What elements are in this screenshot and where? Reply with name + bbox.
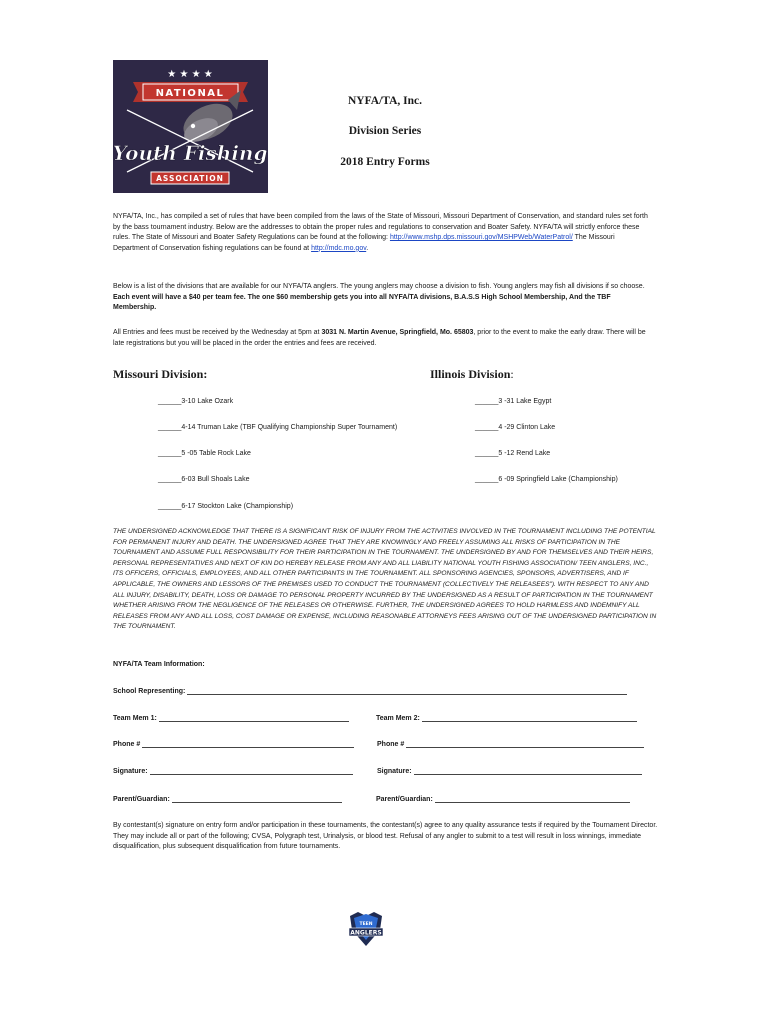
phone-2-input-line[interactable]	[406, 740, 644, 748]
mailing-address: 3031 N. Martin Avenue, Springfield, Mo. 65803	[321, 329, 474, 336]
missouri-event[interactable]: ______6-17 Stockton Lake (Championship)	[158, 503, 294, 510]
org-title: NYFA/TA, Inc.	[347, 95, 422, 107]
phone-1-input-line[interactable]	[142, 740, 354, 748]
illinois-heading-text: Illinois Division	[430, 367, 511, 381]
signature-2-input-line[interactable]	[414, 767, 642, 775]
illinois-event[interactable]: ______6 -09 Springfield Lake (Championship)	[475, 476, 618, 483]
illinois-event[interactable]: ______3 -31 Lake Egypt	[475, 398, 552, 405]
series-title: Division Series	[348, 125, 422, 137]
parent-1-field[interactable]	[113, 795, 342, 803]
entries-text: All Entries and fees must be received by the Wednesday at 5pm at	[113, 329, 322, 336]
year-title: 2018 Entry Forms	[340, 156, 430, 168]
team-mem-1-field[interactable]	[113, 714, 349, 722]
intro-text: NYFA/TA, Inc., has compiled a set of rules that have been compiled from the laws of the State of Missouri, Missouri Department of Conservation, and standard rules set forth by the bass tournament industry. Below are the addresses to obtain the proper rules and regulations to conservation and Boater Safety. NYFA/TA will strictly enforce these rules. The State of Missouri and Boater Safety Regulations can be found at the following:	[113, 213, 648, 242]
phone-2-label: Phone #	[377, 741, 405, 748]
missouri-event[interactable]: ______5 -05 Table Rock Lake	[158, 450, 251, 457]
missouri-event[interactable]: ______4-14 Truman Lake (TBF Qualifying Championship Super Tournament)	[158, 424, 398, 431]
illinois-heading-colon: :	[510, 367, 514, 381]
quality-assurance-paragraph: By contestant(s) signature on entry form and/or participation in these tournaments, the contestant(s) agree to any quality assurance tests if required by the Tournament Director. They may include all or part of the following; CVSA, Polygraph test, Urinalysis, or blood test. Refusal of any angler to submit to a test will result in loss winnings, immediate disqualification, plus subsequent disqualification from future tournaments.	[113, 822, 658, 851]
parent-2-input-line[interactable]	[435, 795, 630, 803]
team-mem-1-label: Team Mem 1:	[113, 715, 157, 722]
entries-paragraph	[113, 328, 653, 349]
divisions-paragraph	[113, 282, 653, 314]
parent-1-label: Parent/Guardian:	[113, 796, 170, 803]
teen-anglers-logo	[344, 910, 388, 950]
signature-2-field[interactable]	[377, 767, 642, 775]
illinois-division-heading	[430, 367, 514, 382]
school-representing-field[interactable]	[113, 687, 627, 695]
illinois-event[interactable]: ______4 -29 Clinton Lake	[475, 424, 556, 431]
entries-text-2: , prior to the event to make the early draw. There will be late registrations but you will be placed in the order the entries and fees are received.	[113, 329, 646, 347]
fee-info: Each event will have a $40 per team fee. The one $60 membership gets you into all NYFA/TA divisions, B.A.S.S High School Membership, And the TBF Membership.	[113, 293, 611, 312]
team-mem-1-input-line[interactable]	[159, 714, 349, 722]
phone-1-label: Phone #	[113, 741, 141, 748]
missouri-event[interactable]: ______3-10 Lake Ozark	[158, 398, 234, 405]
footer-logo-small: TEEN	[359, 922, 373, 927]
logo-script: Youth Fishing	[113, 141, 268, 165]
logo-banner-top: NATIONAL	[155, 88, 225, 99]
missouri-division-heading: Missouri Division:	[113, 367, 208, 381]
intro-text-3: .	[366, 244, 369, 252]
signature-1-input-line[interactable]	[150, 767, 353, 775]
parent-2-field[interactable]	[376, 795, 630, 803]
intro-paragraph	[113, 212, 653, 254]
footer-logo-text: ANGLERS	[350, 929, 382, 937]
missouri-event[interactable]: ______6-03 Bull Shoals Lake	[158, 476, 250, 483]
illinois-event[interactable]: ______5 -12 Rend Lake	[475, 450, 551, 457]
phone-1-field[interactable]	[113, 740, 354, 748]
intro-text-2: The Missouri Department of Conservation fishing regulations can be found at	[113, 234, 615, 252]
logo-banner-bottom: ASSOCIATION	[156, 174, 224, 183]
parent-2-label: Parent/Guardian:	[376, 796, 433, 803]
school-label: School Representing:	[113, 688, 186, 695]
mdc-link[interactable]: http://mdc.mo.gov	[311, 244, 367, 252]
water-patrol-link[interactable]: http://www.mshp.dps.missouri.gov/MSHPWeb/WaterPatrol/	[389, 234, 573, 242]
liability-waiver: THE UNDERSIGNED ACKNOWLEDGE THAT THERE IS A SIGNIFICANT RISK OF INJURY FROM THE ACTIVITIES INVOLVED IN THE TOURNAMENT INCLUDING THE POTENTIAL FOR PERMANENT INJURY AND DEATH. THE UNDERSIGNED AGREE THAT THEY ARE KNOWINGLY AND FREELY ASSUMING ALL RISKS OF PARTICIPATION IN THE TOURNAMENT AND ASSUME FULL RESPONSIBILITY FOR THEIR PARTICIPATION IN THE TOURNAMENT. THE UNDERSIGNED BY AND FOR THEMSELVES AND THEIR HEIRS, PERSONAL REPRESENTATIVES AND NEXT OF KIN DO HEREBY RELEASE FROM ANY AND ALL LIABILITY NATIONAL YOUTH FISHING ASSOCIATION/ TEEN ANGLERS, INC., ITS OFFICERS, OFFICIALS, EMPLOYEES, AND ALL OTHER PARTICIPANTS IN THE TOURNAMENT. ALL SPONSORING AGENCIES, SPONSORS, ADVERTISERS, AND IF APPLICABLE, THE OWNERS AND LESSORS OF THE PREMISES USED TO CONDUCT THE TOURNAMENT (COLLECTIVELY THE RELEASEES"). WITH RESPECT TO ANY AND ALL INJURY, DISABILITY, DEATH, LOSS OR DAMAGE TO PERSONAL PROPERTY INCURRED BY THE UNDERSIGNED AS A RESULT OF PARTICIPATION IN THE TOURNAMENT WHETHER ARISING FROM THE NEGLIGENCE OF THE RELEASES OR OTHERWISE. FURTHER, THE UNDERSIGNED AGREES TO HOLD HARMLESS AND INDEMNIFY ALL RELEASES FROM ANY AND ALL LOSS, COST DAMAGE OR EXPENSE, INCLUDING REASONABLE ATTORNEYS FEES ARISING OUT OF THE UNDERSIGNED PARTICIPATION IN THE TOURNAMENT.	[113, 528, 657, 631]
team-info-heading: NYFA/TA Team Information:	[113, 661, 205, 668]
team-mem-2-field[interactable]	[376, 714, 637, 722]
team-mem-2-label: Team Mem 2:	[376, 715, 420, 722]
school-input-line[interactable]	[187, 687, 627, 695]
signature-1-label: Signature:	[113, 768, 148, 775]
signature-1-field[interactable]	[113, 767, 353, 775]
logo-stars: ★ ★ ★ ★	[167, 69, 213, 80]
nyfa-logo	[113, 60, 268, 193]
phone-2-field[interactable]	[377, 740, 644, 748]
team-mem-2-input-line[interactable]	[422, 714, 637, 722]
parent-1-input-line[interactable]	[172, 795, 342, 803]
signature-2-label: Signature:	[377, 768, 412, 775]
divisions-text: Below is a list of the divisions that are available for our NYFA/TA anglers. The young anglers may choose a division to fish. Young anglers may fish all divisions if so choose.	[113, 283, 645, 290]
